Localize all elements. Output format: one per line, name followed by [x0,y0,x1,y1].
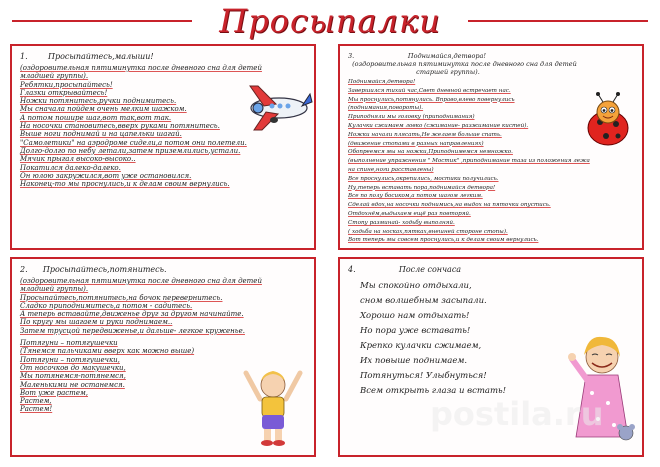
text-line: Мы потянемся-потянемся, [20,372,126,381]
text-line: Он юлою закружился,вот уже остановился. [20,171,192,180]
text-line: Растем, [20,397,52,406]
text-line: Ну,теперь вставать пора,поднимайся детвора! [348,184,496,191]
text-line: Затем трусцой передвиженье,и дальше- легкое круженье. [20,326,245,335]
text-line: Поднимайся,детвора! [348,79,416,85]
text-line: Всем открыть глаза и встать! [360,386,507,396]
panel-prosypaites-potyanites [10,257,316,457]
text-line: Но пора уже вставать! [360,326,471,336]
text-line: Растем! [20,405,53,414]
text-line: Вот теперь мы совсем проснулись,и к делам своим вернулись. [348,237,539,244]
text-line: Долго-долго по небу летали,затем приземлились,устали. [20,146,241,155]
text-line: Завершился тихий час,Свет дневной встречает нас. [348,87,511,94]
text-line: Ножки начали плясать,Не желаем больше спать. [348,131,502,138]
text-line: Маленькими не останемся. [20,380,125,389]
text-line: (Тянемся пальчиками вверх как можно выше) [20,347,195,356]
text-line: Мы сначала пойдем очень мелким шажком. [20,105,187,114]
header [0,0,660,40]
text-line: младшей группы). [20,285,89,294]
text-line: Сладко приподнимитесь,а потом - садитесь. [20,301,193,310]
text-line: Обопреемся мы на ножки,Приподнимемся немножко. [348,149,513,156]
text-line: Ножки потянитесь,ручки поднимитесь. [20,97,177,106]
text-line: сном волшебным засыпали. [360,296,487,306]
panel-title: 4. После сончаса [348,265,462,274]
panel-title: 1. Просыпайтесь,малыши! [20,52,154,61]
text-line: Все проснулись,окрепились, мостики получились. [348,175,499,182]
text-line: По кругу мы шагаем и руки поднимаем.. [20,318,173,327]
text-line: На носочки становитесь,вверх руками потянитесь. [20,122,220,131]
text-line: Кулачки сжимаем ловко (сжимание- разжимание кистей). [348,122,529,129]
title-divider-right [468,20,648,22]
text-line: (оздоровительная пятиминутка после дневного сна для детей [20,277,262,285]
text-line: Потягуни – потягушечки [20,339,118,348]
text-line: (движение стопами в разных направлениях) [348,140,484,147]
child-stretching-icon [238,359,308,449]
text-line: "Самолетики" на аэродроме сидели,а потом они полетели. [20,138,247,147]
text-line: (оздоровительная пятиминутка после дневного сна для детей [20,64,262,72]
text-line: От носочков до макушечки, [20,363,126,372]
panel-prosypaites-malyshi [10,44,316,250]
text-line: Наконец-то мы проснулись,и к делам своим вернулись. [20,180,230,189]
text-line: Все по полу босиком,а потом шагом легким. [348,193,483,200]
text-line: Стопу разминай- ходьбу выполняй. [348,219,455,226]
text-line: младшей группы). [20,72,89,81]
text-line: (выполнение упражнения " Мостик" ,приподнимание таза из положения лежа [348,158,590,165]
watermark: postila.ru [430,395,604,433]
text-line: Сделай вдох,на носочки поднимись,на выдох на пяточки опустись. [348,202,551,209]
text-line: Вот уже растем, [20,388,88,397]
text-line: А теперь вставайте,движенье друг за другом начинайте. [20,310,244,319]
text-line: Их повыше поднимаем. [360,356,468,366]
text-line: Крепко кулачки сжимаем, [360,341,482,351]
page-title: Просыпалки [219,2,441,40]
panel-title: 2. Просыпайтесь,потянитесь. [20,265,167,274]
panel-podnimaisya-detvora [338,44,644,250]
text-line: Потягуни – потягушечки, [20,355,120,364]
text-line: А потом пошире шаг,вот так,вот так. [20,113,172,122]
text-line: Глазки открывайтесь! [20,88,108,97]
text-line: Выше ноги поднимай и на цапельки шагай. [20,130,182,139]
text-line: (поднимания,повороты). [348,105,424,112]
text-line: ( ходьба на носках,пятках,внешней стороне стопы). [348,228,508,235]
panel-title: 3. Поднимайся,детвора! (оздоровительная пятиминутка после дневного сна для детей старшей группы). [348,52,577,76]
text-line: Мы спокойно отдыхали, [360,281,472,291]
text-line: Приподняли мы головку (приподнимания) [348,114,475,121]
airplane-icon [244,76,314,136]
text-line: на спине,ноги расставлены) [348,166,434,173]
text-line: Покатился далеко-далеко. [20,163,121,172]
text-line: Потянуться! Улыбнуться! [360,371,487,381]
text-line: Хорошо нам отдыхать! [360,311,470,321]
text-line: Мы проснулись,потянулись. Вправо,влево повернулись [348,96,515,103]
ladybug-icon [578,92,638,152]
text-line: Просыпайтесь,потянитесь,на бочок перевернитесь. [20,293,223,302]
text-line: Отдохнём,выдыхаем ещё раз повторяй. [348,210,471,217]
text-line: Ребятки,просыпайтесь! [20,80,113,89]
text-line: Мячик прыгал высоко-высоко.. [20,155,136,164]
